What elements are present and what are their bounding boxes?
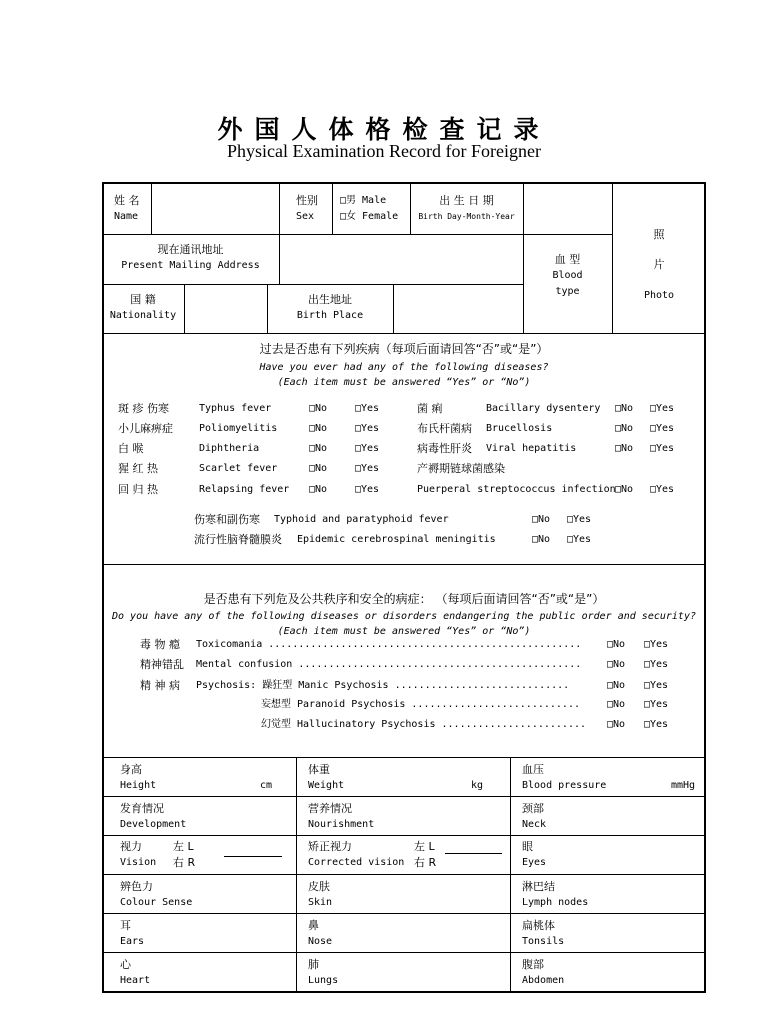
- divider: [279, 182, 280, 234]
- exam-label-en: Blood pressure: [522, 780, 607, 791]
- blood-type-label-en-1: Blood: [552, 270, 583, 281]
- yes-checkbox[interactable]: □Yes: [650, 403, 675, 414]
- page-title-chinese: 外国人体格检查记录: [217, 115, 551, 144]
- disease-label-en: Relapsing fever: [199, 484, 290, 495]
- exam-label-en: Heart: [120, 975, 151, 986]
- exam-label-en: Vision: [120, 857, 157, 868]
- address-label-en: Present Mailing Address: [121, 260, 260, 271]
- yes-checkbox[interactable]: □Yes: [644, 680, 669, 691]
- no-checkbox[interactable]: □No: [532, 534, 551, 545]
- disease-label-en: Typhoid and paratyphoid fever: [274, 514, 449, 525]
- vision-left-label: 左 L: [173, 840, 194, 853]
- no-checkbox[interactable]: □No: [532, 514, 551, 525]
- sex-label-en: Sex: [296, 211, 315, 222]
- disease-label-en: Typhus fever: [199, 403, 272, 414]
- yes-checkbox[interactable]: □Yes: [650, 484, 675, 495]
- corrected-vision-left-blank[interactable]: [445, 853, 502, 854]
- disorder-label-en: 妄想型 Paranoid Psychosis ............................: [261, 699, 580, 710]
- divider: [102, 913, 706, 914]
- yes-checkbox[interactable]: □Yes: [355, 443, 380, 454]
- disease-label-cn: 白 喉: [118, 442, 144, 455]
- photo-label-en: Photo: [643, 290, 675, 301]
- exam-label-en: Corrected vision: [308, 857, 405, 868]
- nationality-label-en: Nationality: [109, 310, 177, 321]
- vision-left-blank[interactable]: [224, 856, 282, 857]
- exam-label-cn: 淋巴结: [522, 880, 555, 893]
- exam-label-en: Neck: [522, 819, 547, 830]
- disease-label-cn: 布氏杆菌病: [417, 422, 472, 435]
- no-checkbox[interactable]: □No: [309, 463, 328, 474]
- disease-label-cn: 产褥期链球菌感染: [417, 462, 505, 475]
- disease-label-en: Puerperal streptococcus infection: [417, 484, 616, 495]
- danger-diseases-instruction: (Each item must be answered “Yes” or “No”): [277, 626, 531, 637]
- vision-right-label: 右 R: [173, 856, 196, 869]
- divider: [279, 234, 280, 284]
- exam-label-en: Height: [120, 780, 157, 791]
- divider: [410, 182, 411, 234]
- photo-label-cn-1: 照: [653, 228, 665, 241]
- exam-label-cn: 辨色力: [120, 880, 153, 893]
- exam-label-cn: 矫正视力: [308, 840, 352, 853]
- divider: [393, 284, 394, 333]
- past-diseases-heading-cn: 过去是否患有下列疾病（每项后面请回答“否”或“是”）: [259, 342, 549, 356]
- no-checkbox[interactable]: □No: [615, 443, 634, 454]
- yes-checkbox[interactable]: □Yes: [644, 659, 669, 670]
- exam-label-en: Eyes: [522, 857, 547, 868]
- disorder-label-en: Psychosis: 躁狂型 Manic Psychosis .............................: [196, 680, 570, 691]
- no-checkbox[interactable]: □No: [607, 719, 626, 730]
- yes-checkbox[interactable]: □Yes: [355, 484, 380, 495]
- photo-label-cn-2: 片: [653, 258, 665, 271]
- disorder-label-en: Toxicomania ....................................................: [196, 639, 582, 650]
- exam-label-cn: 发育情况: [120, 802, 164, 815]
- divider: [102, 284, 523, 285]
- divider: [151, 182, 152, 234]
- disorder-label-cn: 毒 物 瘾: [140, 638, 180, 651]
- divider: [102, 874, 706, 875]
- exam-label-cn: 鼻: [308, 919, 319, 932]
- no-checkbox[interactable]: □No: [615, 423, 634, 434]
- address-label-cn: 现在通讯地址: [157, 243, 224, 256]
- no-checkbox[interactable]: □No: [607, 659, 626, 670]
- no-checkbox[interactable]: □No: [607, 680, 626, 691]
- danger-diseases-heading-en: Do you have any of the following diseases or disorders endangering the public order and security?: [112, 611, 696, 622]
- no-checkbox[interactable]: □No: [309, 484, 328, 495]
- exam-label-en: Tonsils: [522, 936, 565, 947]
- divider: [102, 333, 706, 334]
- divider: [102, 234, 612, 235]
- no-checkbox[interactable]: □No: [607, 639, 626, 650]
- blood-type-label-en-2: type: [555, 286, 580, 297]
- yes-checkbox[interactable]: □Yes: [567, 514, 592, 525]
- divider: [102, 796, 706, 797]
- disease-label-en: Viral hepatitis: [486, 443, 577, 454]
- yes-checkbox[interactable]: □Yes: [355, 423, 380, 434]
- disease-label-cn: 猩 红 热: [118, 462, 158, 475]
- disease-label-en: Brucellosis: [486, 423, 553, 434]
- disease-label-cn: 流行性脑脊髓膜炎: [194, 533, 282, 546]
- yes-checkbox[interactable]: □Yes: [567, 534, 592, 545]
- disease-label-cn: 小儿麻痹症: [118, 422, 173, 435]
- exam-label-en: Nourishment: [308, 819, 375, 830]
- divider: [102, 757, 706, 758]
- exam-label-cn: 扁桃体: [522, 919, 555, 932]
- sex-label-cn: 性别: [296, 194, 318, 207]
- corrected-vision-left-label: 左 L: [414, 840, 435, 853]
- no-checkbox[interactable]: □No: [309, 443, 328, 454]
- form-frame: [102, 182, 706, 993]
- divider: [184, 284, 185, 333]
- birth-date-label-en: Birth Day-Month-Year: [418, 212, 515, 221]
- exam-label-cn: 皮肤: [308, 880, 330, 893]
- disorder-label-en: 幻觉型 Hallucinatory Psychosis ........................: [261, 719, 587, 730]
- disease-label-en: Diphtheria: [199, 443, 260, 454]
- danger-diseases-heading-cn: 是否患有下列危及公共秩序和安全的病症： （每项后面请回答“否”或“是”）: [203, 592, 605, 606]
- yes-checkbox[interactable]: □Yes: [650, 423, 675, 434]
- yes-checkbox[interactable]: □Yes: [355, 463, 380, 474]
- exam-label-en: Abdomen: [522, 975, 565, 986]
- exam-label-en: Weight: [308, 780, 345, 791]
- female-checkbox[interactable]: □女 Female: [340, 211, 399, 222]
- exam-label-en: Colour Sense: [120, 897, 193, 908]
- exam-label-en: Lymph nodes: [522, 897, 589, 908]
- no-checkbox[interactable]: □No: [615, 403, 634, 414]
- exam-label-en: Skin: [308, 897, 333, 908]
- divider: [102, 952, 706, 953]
- exam-label-cn: 颈部: [522, 802, 544, 815]
- male-checkbox[interactable]: □男 Male: [340, 195, 387, 206]
- no-checkbox[interactable]: □No: [309, 403, 328, 414]
- yes-checkbox[interactable]: □Yes: [644, 639, 669, 650]
- exam-label-en: Development: [120, 819, 187, 830]
- disease-label-cn: 伤寒和副伤寒: [194, 513, 260, 526]
- blood-type-label-cn: 血 型: [554, 253, 581, 266]
- no-checkbox[interactable]: □No: [309, 423, 328, 434]
- nationality-label-cn: 国 籍: [130, 293, 156, 306]
- corrected-vision-right-label: 右 R: [414, 856, 437, 869]
- disease-label-en: Poliomyelitis: [199, 423, 278, 434]
- divider: [296, 757, 297, 993]
- divider: [102, 564, 706, 565]
- exam-label-en: Ears: [120, 936, 145, 947]
- divider: [102, 835, 706, 836]
- exam-label-cn: 眼: [522, 840, 533, 853]
- name-label-en: Name: [114, 211, 139, 222]
- past-diseases-instruction: (Each item must be answered “Yes” or “No”): [277, 377, 531, 388]
- exam-label-cn: 血压: [522, 763, 544, 776]
- birth-place-label-en: Birth Place: [296, 310, 364, 321]
- disease-label-en: Bacillary dysentery: [486, 403, 601, 414]
- exam-label-cn: 肺: [308, 958, 319, 971]
- exam-label-cn: 腹部: [522, 958, 544, 971]
- yes-checkbox[interactable]: □Yes: [644, 719, 669, 730]
- page-title-english: Physical Examination Record for Foreigner: [227, 141, 541, 161]
- exam-label-cn: 心: [120, 958, 131, 971]
- exam-label-en: Nose: [308, 936, 333, 947]
- exam-label-cn: 视力: [120, 840, 142, 853]
- exam-label-cn: 身高: [120, 763, 142, 776]
- disease-label-cn: 病毒性肝炎: [417, 442, 472, 455]
- yes-checkbox[interactable]: □Yes: [644, 699, 669, 710]
- disorder-label-cn: 精神错乱: [140, 658, 184, 671]
- disease-label-en: Epidemic cerebrospinal meningitis: [297, 534, 496, 545]
- disease-label-cn: 菌 痢: [417, 402, 443, 415]
- disorder-label-en: Mental confusion ...............................................: [196, 659, 582, 670]
- divider: [510, 757, 511, 993]
- exam-unit: kg: [471, 780, 484, 791]
- disease-label-cn: 斑 疹 伤寒: [118, 402, 169, 415]
- divider: [332, 182, 333, 234]
- exam-unit: mmHg: [671, 780, 696, 791]
- disorder-label-cn: 精 神 病: [140, 679, 180, 692]
- yes-checkbox[interactable]: □Yes: [355, 403, 380, 414]
- exam-label-en: Lungs: [308, 975, 339, 986]
- exam-unit: cm: [260, 780, 273, 791]
- exam-label-cn: 耳: [120, 919, 131, 932]
- name-label-cn: 姓 名: [114, 194, 140, 207]
- disease-label-cn: 回 归 热: [118, 483, 158, 496]
- no-checkbox[interactable]: □No: [607, 699, 626, 710]
- past-diseases-heading-en: Have you ever had any of the following diseases?: [259, 362, 549, 373]
- exam-label-cn: 营养情况: [308, 802, 352, 815]
- exam-label-cn: 体重: [308, 763, 330, 776]
- birth-place-label-cn: 出生地址: [308, 293, 352, 306]
- disease-label-en: Scarlet fever: [199, 463, 278, 474]
- yes-checkbox[interactable]: □Yes: [650, 443, 675, 454]
- birth-date-label-cn: 出 生 日 期: [439, 194, 494, 207]
- no-checkbox[interactable]: □No: [615, 484, 634, 495]
